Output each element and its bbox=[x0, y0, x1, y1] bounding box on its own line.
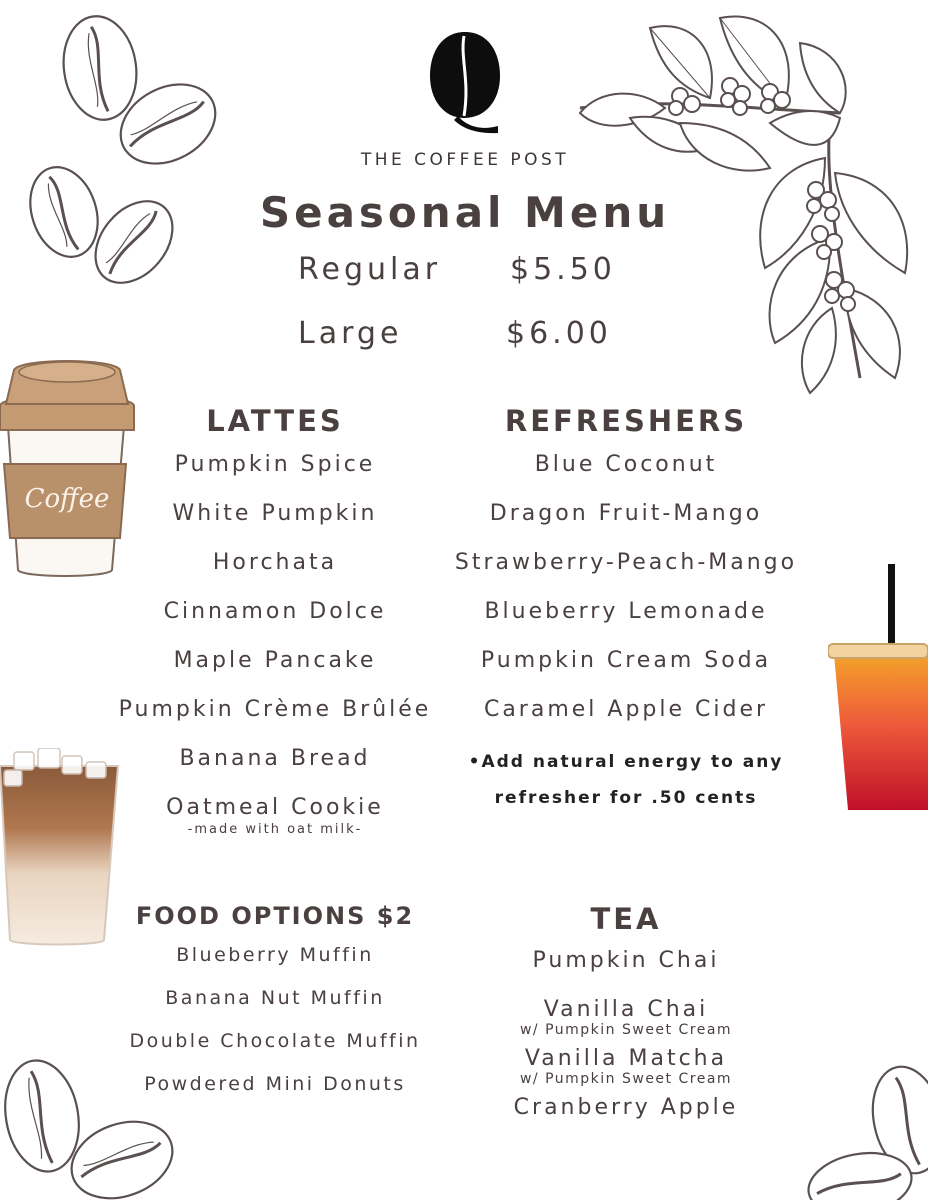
tea-heading: TEA bbox=[590, 902, 662, 936]
latte-item: Cinnamon Dolce bbox=[163, 599, 387, 624]
refresher-item: Blue Coconut bbox=[534, 452, 718, 477]
food-item: Banana Nut Muffin bbox=[165, 987, 385, 1009]
addon-note-line2: refresher for .50 cents bbox=[494, 788, 758, 808]
latte-item: Maple Pancake bbox=[173, 648, 377, 673]
refresher-item: Caramel Apple Cider bbox=[483, 697, 769, 722]
food-item: Blueberry Muffin bbox=[176, 944, 374, 966]
size-regular-price: $5.50 bbox=[510, 252, 616, 287]
tea-item-note: w/ Pumpkin Sweet Cream bbox=[519, 1071, 733, 1087]
page-title: Seasonal Menu bbox=[259, 188, 671, 237]
brand-name: THE COFFEE POST bbox=[360, 150, 570, 170]
lattes-heading: LATTES bbox=[206, 404, 344, 438]
latte-item: White Pumpkin bbox=[172, 501, 378, 526]
refresher-item: Pumpkin Cream Soda bbox=[480, 648, 772, 673]
tea-item-note: w/ Pumpkin Sweet Cream bbox=[519, 1022, 733, 1038]
refresher-item: Strawberry-Peach-Mango bbox=[454, 550, 798, 575]
coffee-beans-top-left-icon bbox=[0, 0, 240, 300]
refreshers-heading: REFRESHERS bbox=[504, 404, 748, 438]
tea-item: Cranberry Apple bbox=[513, 1095, 739, 1120]
tea-item: Vanilla Matcha bbox=[524, 1046, 728, 1071]
iced-refresher-icon bbox=[828, 564, 928, 814]
latte-item: Pumpkin Crème Brûlée bbox=[118, 697, 432, 722]
latte-item: Horchata bbox=[212, 550, 338, 575]
size-large-label: Large bbox=[298, 316, 403, 351]
food-item: Double Chocolate Muffin bbox=[129, 1030, 421, 1052]
tea-item: Vanilla Chai bbox=[543, 997, 709, 1022]
latte-item: Pumpkin Spice bbox=[174, 452, 376, 477]
cup-label: Coffee bbox=[24, 484, 110, 514]
tea-item: Pumpkin Chai bbox=[532, 948, 720, 973]
size-large-price: $6.00 bbox=[506, 316, 612, 351]
logo-q-icon bbox=[428, 30, 502, 134]
refresher-item: Blueberry Lemonade bbox=[484, 599, 768, 624]
food-item: Powdered Mini Donuts bbox=[144, 1073, 406, 1095]
size-regular-label: Regular bbox=[298, 252, 442, 287]
addon-note-line1: •Add natural energy to any bbox=[468, 752, 784, 772]
latte-item: Oatmeal Cookie bbox=[166, 795, 384, 820]
refresher-item: Dragon Fruit-Mango bbox=[489, 501, 763, 526]
coffee-beans-bottom-right-icon bbox=[790, 1060, 928, 1200]
food-heading: FOOD OPTIONS $2 bbox=[135, 902, 415, 930]
latte-item: Banana Bread bbox=[179, 746, 371, 771]
oatmeal-note: -made with oat milk- bbox=[187, 822, 363, 837]
